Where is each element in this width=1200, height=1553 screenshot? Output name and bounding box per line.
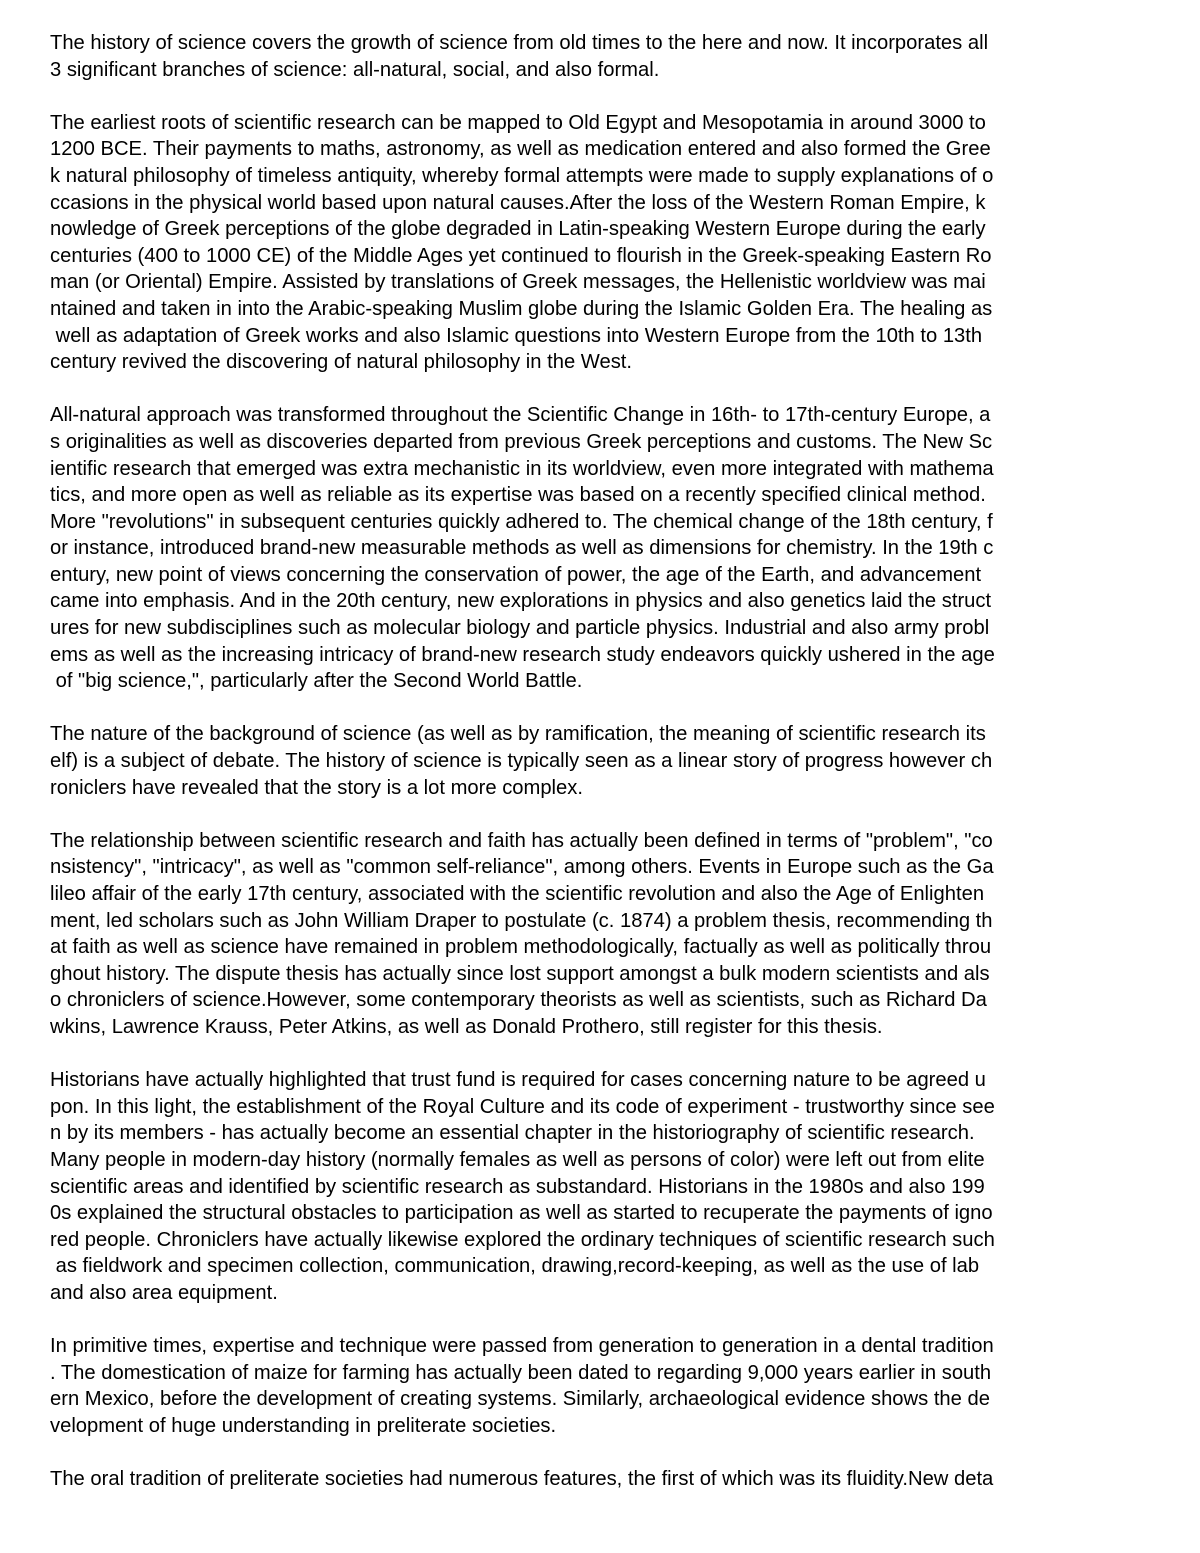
text-line: k natural philosophy of timeless antiquity, whereby formal attempts were made to supply explanations of o [50, 164, 994, 187]
document-body [50, 30, 1160, 1519]
paragraph [50, 1466, 1160, 1493]
text-line: 0s explained the structural obstacles to participation as well as started to recuperate the payments of igno [50, 1202, 993, 1225]
text-line: ientific research that emerged was extra mechanistic in its worldview, even more integrated with mathema [50, 457, 994, 480]
text-line: . The domestication of maize for farming has actually been dated to regarding 9,000 years earlier in south [50, 1361, 992, 1384]
text-line: nowledge of Greek perceptions of the globe degraded in Latin-speaking Western Europe during the early [50, 218, 986, 241]
text-line: entury, new point of views concerning the conservation of power, the age of the Earth, and advancement [50, 563, 982, 586]
text-line: scientific areas and identified by scientific research as substandard. Historians in the 1980s and also 199 [50, 1175, 985, 1198]
text-line: nsistency", "intricacy", as well as "common self-reliance", among others. Events in Europe such as the Ga [50, 856, 994, 879]
text-line: ment, led scholars such as John William Draper to postulate (c. 1874) a problem thesis, recommending th [50, 909, 993, 932]
text-line: centuries (400 to 1000 CE) of the Middle Ages yet continued to flourish in the Greek-speaking Eastern Ro [50, 244, 992, 267]
text-line: s originalities as well as discoveries departed from previous Greek perceptions and customs. The New Sc [50, 430, 993, 453]
paragraph [50, 828, 1160, 1041]
text-line: ems as well as the increasing intricacy of brand-new research study endeavors quickly ushered in the age [50, 643, 995, 666]
paragraph [50, 30, 1160, 83]
text-line: lileo affair of the early 17th century, associated with the scientific revolution and also the Age of Enlighten [50, 883, 985, 905]
paragraph [50, 721, 1160, 801]
text-line: velopment of huge understanding in preliterate societies. [50, 1414, 557, 1437]
text-line: century revived the discovering of natural philosophy in the West. [50, 351, 633, 374]
text-line: More "revolutions" in subsequent centuries quickly adhered to. The chemical change of the 18th century, f [50, 510, 993, 533]
text-line: man (or Oriental) Empire. Assisted by translations of Greek messages, the Hellenistic worldview was mai [50, 271, 986, 294]
text-line: elf) is a subject of debate. The history of science is typically seen as a linear story of progress however ch [50, 750, 993, 773]
text-line: or instance, introduced brand-new measurable methods as well as dimensions for chemistry. In the 19th c [50, 537, 994, 560]
text-line: of "big science,", particularly after the Second World Battle. [50, 670, 583, 693]
text-line: and also area equipment. [50, 1281, 278, 1304]
paragraph [50, 1067, 1160, 1306]
text-line: well as adaptation of Greek works and also Islamic questions into Western Europe from the 10th to 13th [50, 324, 983, 347]
text-line: red people. Chroniclers have actually likewise explored the ordinary techniques of scientific research such [50, 1228, 995, 1251]
text-line: The relationship between scientific research and faith has actually been defined in terms of "problem", "co [50, 829, 993, 852]
text-line: The oral tradition of preliterate societies had numerous features, the first of which was its fluidity.New deta [50, 1468, 994, 1491]
text-line: ccasions in the physical world based upon natural causes.After the loss of the Western Roman Empire, k [50, 191, 986, 214]
text-line: The nature of the background of science (as well as by ramification, the meaning of scientific research its [50, 723, 986, 746]
text-line: ntained and taken in into the Arabic-speaking Muslim globe during the Islamic Golden Era. The healing as [50, 297, 993, 320]
text-line: Many people in modern-day history (normally females as well as persons of color) were left out from elite [50, 1148, 985, 1171]
text-line: o chroniclers of science.However, some contemporary theorists as well as scientists, such as Richard Da [50, 989, 987, 1012]
text-line: ghout history. The dispute thesis has actually since lost support amongst a bulk modern scientists and als [50, 962, 990, 985]
text-line: at faith as well as science have remained in problem methodologically, factually as well as politically throu [50, 936, 992, 959]
text-line: Historians have actually highlighted that trust fund is required for cases concerning nature to be agreed u [50, 1069, 986, 1092]
text-line: 3 significant branches of science: all-natural, social, and also formal. [50, 58, 660, 81]
paragraph [50, 110, 1160, 376]
text-line: ern Mexico, before the development of creating systems. Similarly, archaeological evidence shows the de [50, 1388, 990, 1411]
text-line: All-natural approach was transformed throughout the Scientific Change in 16th- to 17th-century Europe, a [50, 404, 991, 427]
text-line: The history of science covers the growth of science from old times to the here and now. It incorporates all [50, 32, 989, 54]
paragraph [50, 402, 1160, 695]
text-line: as fieldwork and specimen collection, communication, drawing,record-keeping, as well as the use of lab [50, 1255, 980, 1278]
text-line: came into emphasis. And in the 20th century, new explorations in physics and also genetics laid the struct [50, 590, 992, 613]
text-line: wkins, Lawrence Krauss, Peter Atkins, as well as Donald Prothero, still register for this thesis. [50, 1015, 883, 1038]
text-line: In primitive times, expertise and technique were passed from generation to generation in a dental tradition [50, 1335, 994, 1358]
text-line: ures for new subdisciplines such as molecular biology and particle physics. Industrial and also army probl [50, 617, 990, 640]
text-line: roniclers have revealed that the story is a lot more complex. [50, 776, 583, 799]
paragraph [50, 1333, 1160, 1439]
text-line: pon. In this light, the establishment of the Royal Culture and its code of experiment - trustworthy since see [50, 1095, 995, 1118]
text-line: n by its members - has actually become an essential chapter in the historiography of scientific research. [50, 1122, 975, 1145]
text-line: 1200 BCE. Their payments to maths, astronomy, as well as medication entered and also formed the Gree [50, 138, 991, 161]
text-line: tics, and more open as well as reliable as its expertise was based on a recently specified clinical method. [50, 484, 986, 507]
text-line: The earliest roots of scientific research can be mapped to Old Egypt and Mesopotamia in around 3000 to [50, 111, 986, 134]
